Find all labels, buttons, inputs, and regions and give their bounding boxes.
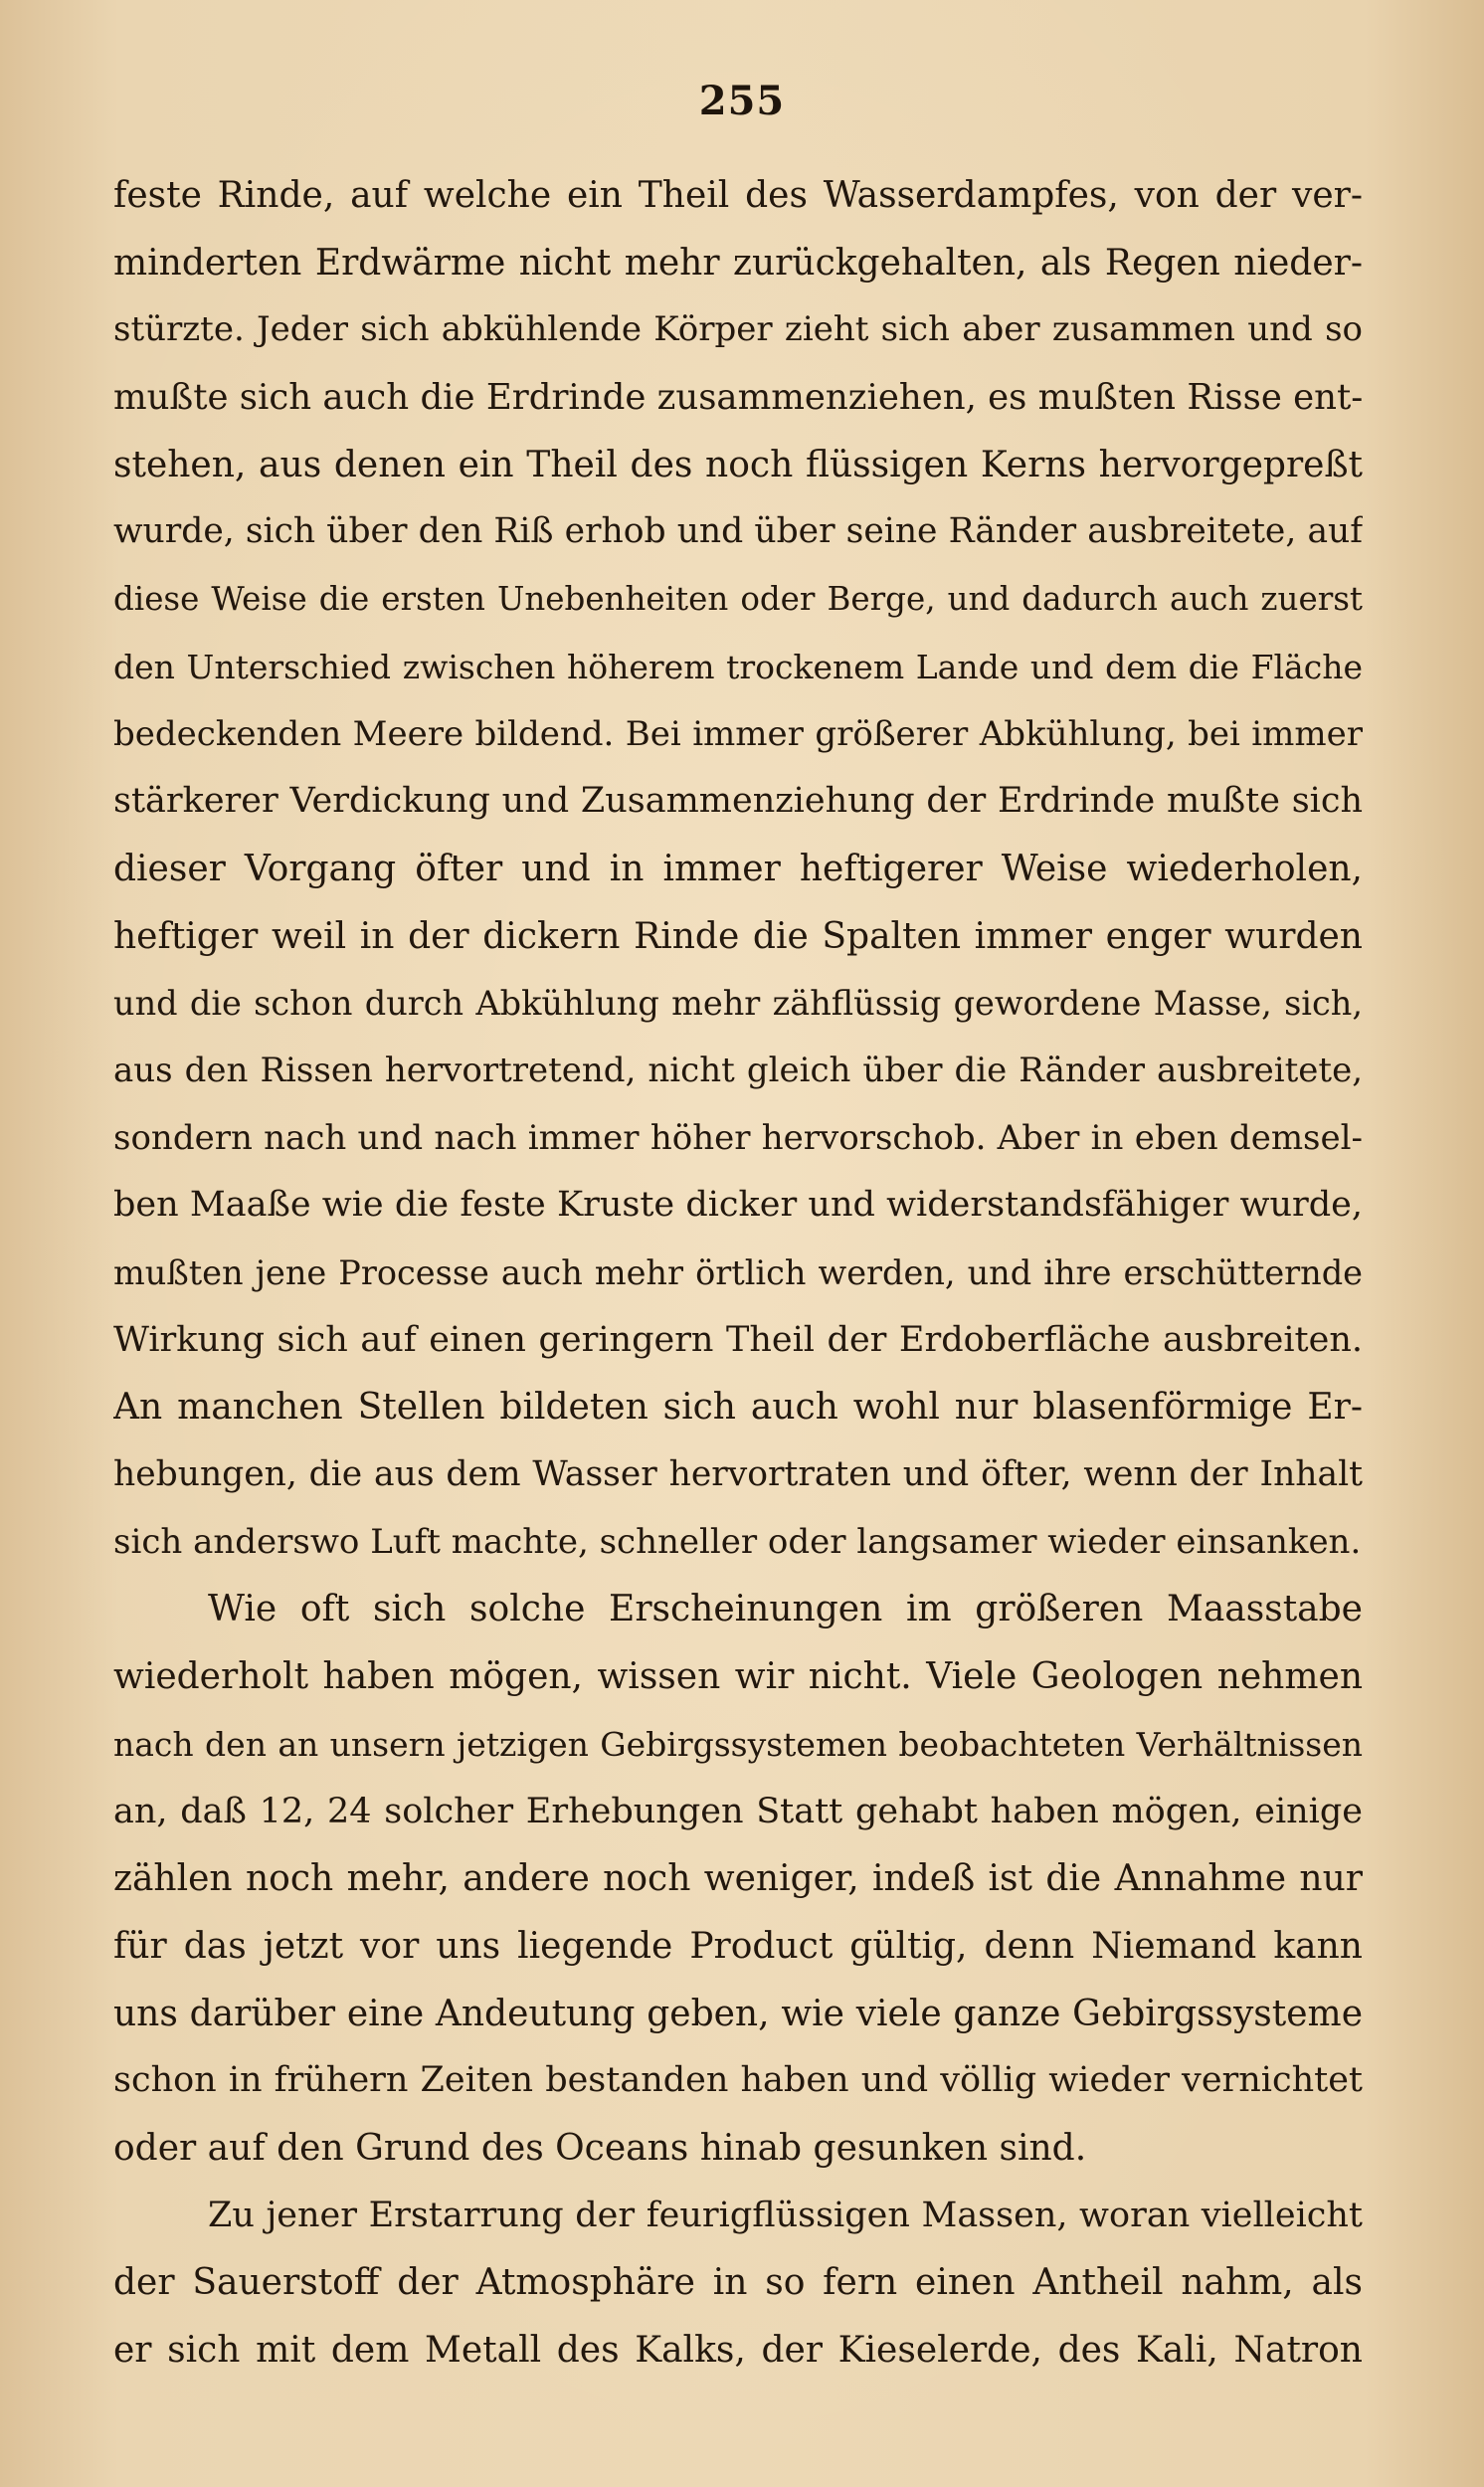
text-line: Zu jener Erstarrung der feurigflüssigen Massen, woran vielleicht (208, 2195, 1363, 2235)
text-line: sondern nach und nach immer höher hervorschob. Aber in eben demsel- (113, 1117, 1363, 1158)
text-line: der Sauerstoff der Atmosphäre in so fern einen Antheil nahm, als (113, 2262, 1363, 2304)
text-line: minderten Erdwärme nicht mehr zurückgehalten, als Regen nieder- (113, 242, 1363, 284)
text-line: schon in frühern Zeiten bestanden haben und völlig wieder vernichtet (113, 2060, 1363, 2101)
text-line: wurde, sich über den Riß erhob und über seine Ränder ausbreitete, auf (113, 511, 1363, 552)
text-line: aus den Rissen hervortretend, nicht gleich über die Ränder ausbreitete, (113, 1050, 1363, 1090)
text-line: uns darüber eine Andeutung geben, wie viele ganze Gebirgssysteme (113, 1993, 1363, 2034)
body-text (113, 162, 1363, 2385)
text-line: Wirkung sich auf einen geringern Theil der Erdoberfläche ausbreiten. (113, 1319, 1363, 1360)
text-line: für das jetzt vor uns liegende Product gültig, denn Niemand kann (113, 1925, 1363, 1967)
text-line: er sich mit dem Metall des Kalks, der Kieselerde, des Kali, Natron (113, 2330, 1363, 2371)
text-line: Wie oft sich solche Erscheinungen im größeren Maasstabe (208, 1589, 1363, 1630)
text-line: feste Rinde, auf welche ein Theil des Wasserdampfes, von der ver- (113, 175, 1363, 216)
text-line: dieser Vorgang öfter und in immer heftigerer Weise wiederholen, (113, 848, 1363, 889)
page-number: 255 (698, 78, 786, 124)
text-line: zählen noch mehr, andere noch weniger, indeß ist die Annahme nur (113, 1858, 1363, 1900)
text-line: nach den an unsern jetzigen Gebirgssystemen beobachteten Verhältnissen (113, 1724, 1363, 1764)
text-line: oder auf den Grund des Oceans hinab gesunken sind. (113, 2127, 1087, 2169)
text-line: stärkerer Verdickung und Zusammenziehung der Erdrinde mußte sich (113, 781, 1363, 822)
text-line: den Unterschied zwischen höherem trockenem Lande und dem die Fläche (113, 647, 1363, 686)
text-line: sich anderswo Luft machte, schneller oder langsamer wieder einsanken. (113, 1521, 1362, 1562)
text-line: stürzte. Jeder sich abkühlende Körper zieht sich aber zusammen und so (113, 309, 1363, 350)
text-line: mußten jene Processe auch mehr örtlich werden, und ihre erschütternde (113, 1253, 1363, 1292)
text-line: diese Weise die ersten Unebenheiten oder Berge, und dadurch auch zuerst (113, 580, 1363, 619)
text-line: An manchen Stellen bildeten sich auch wohl nur blasenförmige Er- (113, 1387, 1363, 1429)
text-line: ben Maaße wie die feste Kruste dicker und widerstandsfähiger wurde, (113, 1185, 1363, 1226)
text-line: wiederholt haben mögen, wissen wir nicht. Viele Geologen nehmen (113, 1656, 1363, 1698)
text-line: an, daß 12, 24 solcher Erhebungen Statt gehabt haben mögen, einige (113, 1791, 1363, 1831)
text-line: hebungen, die aus dem Wasser hervortraten und öfter, wenn der Inhalt (113, 1454, 1363, 1495)
text-line: heftiger weil in der dickern Rinde die Spalten immer enger wurden (113, 915, 1363, 957)
text-line: bedeckenden Meere bildend. Bei immer größerer Abkühlung, bei immer (113, 713, 1363, 754)
text-line: und die schon durch Abkühlung mehr zähflüssig gewordene Masse, sich, (113, 984, 1363, 1024)
text-line: stehen, aus denen ein Theil des noch flüssigen Kerns hervorgepreßt (113, 444, 1363, 485)
text-line: mußte sich auch die Erdrinde zusammenziehen, es mußten Risse ent- (113, 377, 1363, 419)
